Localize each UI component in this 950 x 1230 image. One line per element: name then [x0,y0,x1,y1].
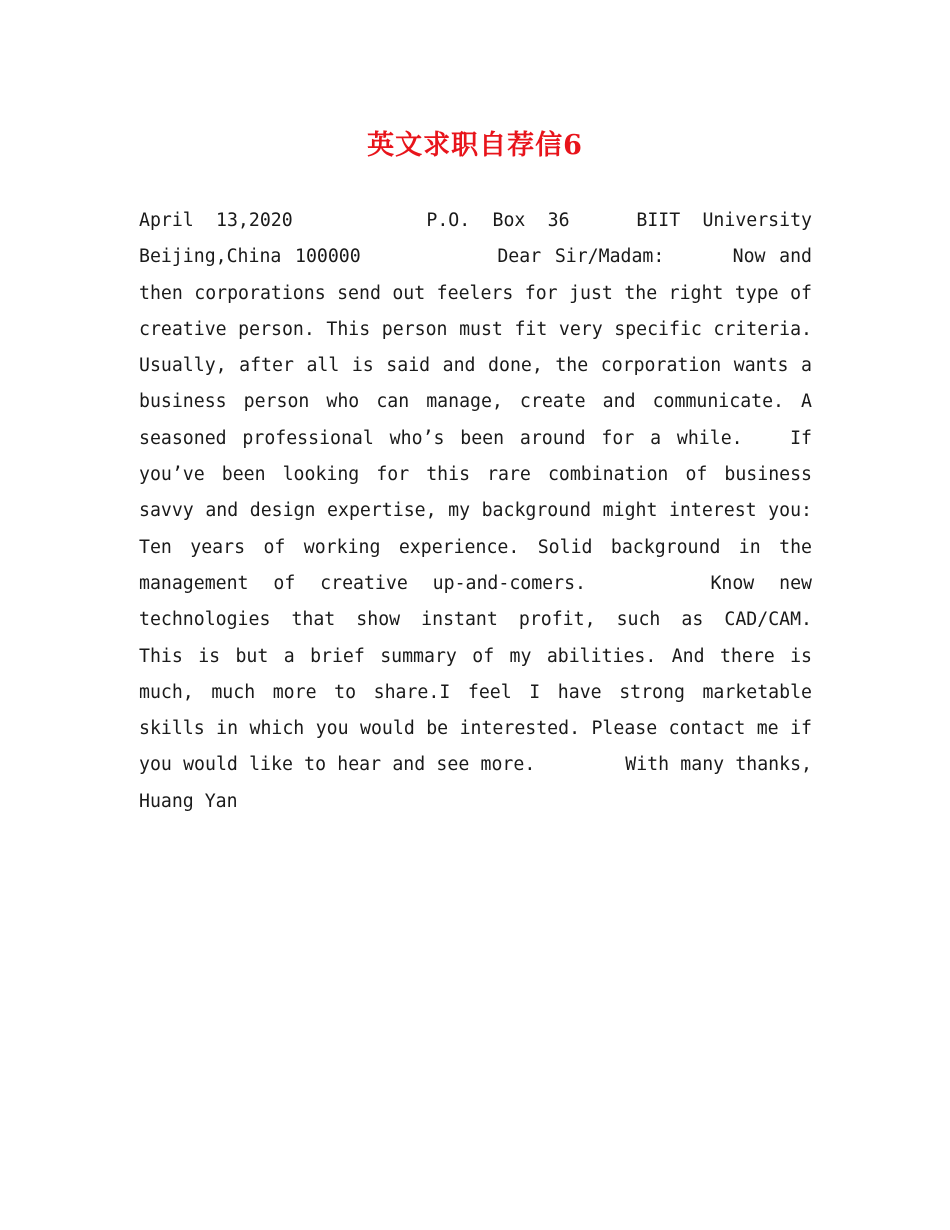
letter-body: April 13,2020 P.O. Box 36 BIIT University Beijing,China 100000 Dear Sir/Madam: Now and then corporations send out feelers for just the right type of creative person. This person must fit very specific criteria. Usually, after all is said and done, the corporation wants a business person who can manage, create and communicate. A seasoned professional who’s been around for a while. If you’ve been looking for this rare combination of business savvy and design expertise, my background might interest you: Ten years of working experience. Solid background in the management of creative up-and-comers. Know new technologies that show instant profit, such as CAD/CAM. This is but a brief summary of my abilities. And there is much, much more to share.I feel I have strong marketable skills in which you would be interested. Please contact me if you would like to hear and see more. With many thanks, Huang Yan [139,210,900,812]
document-title: 英文求职自荐信6 [367,130,583,161]
